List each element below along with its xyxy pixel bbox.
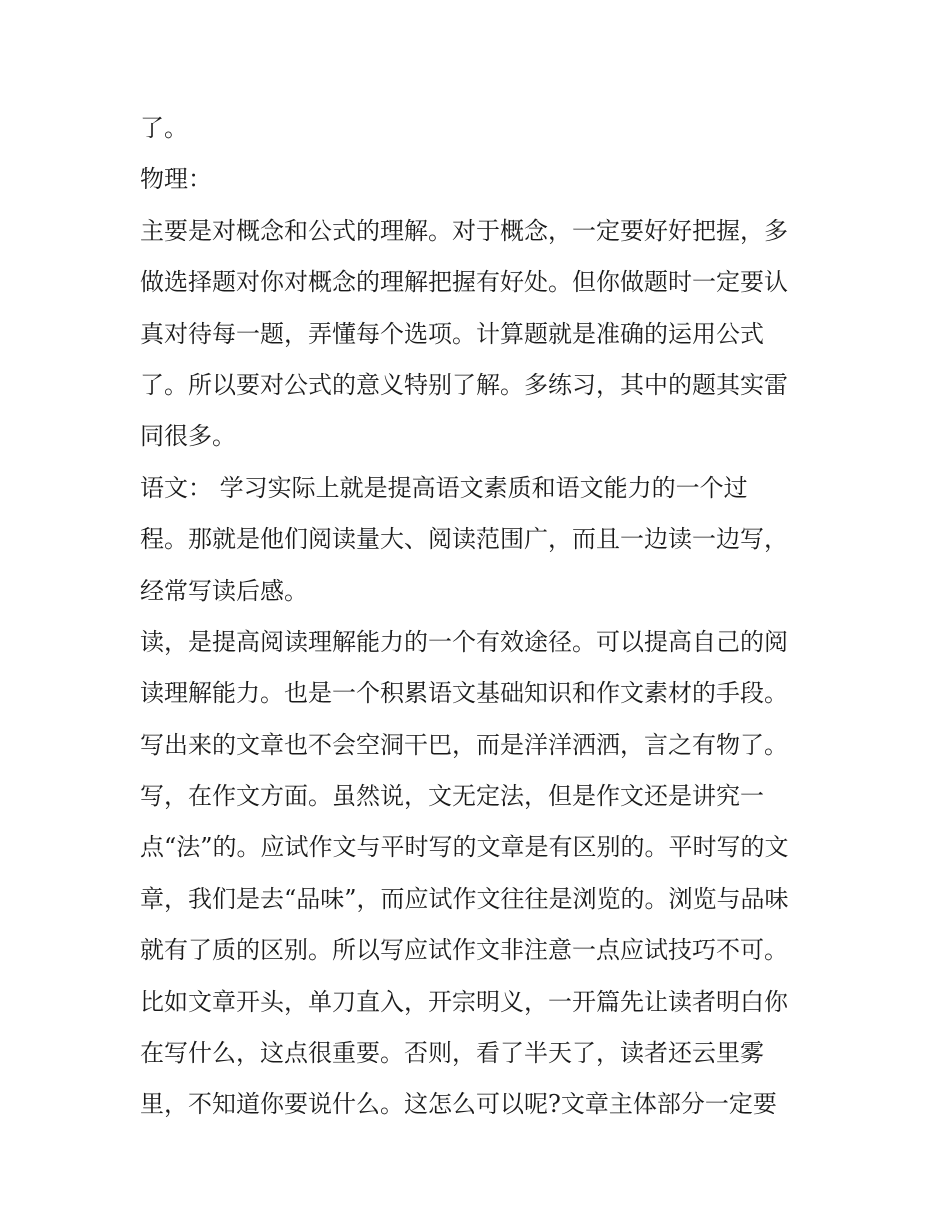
text-line: 同很多。 [140, 422, 236, 451]
text-line: 写出来的文章也不会空洞干巴，而是洋洋洒洒，言之有物了。 [140, 730, 788, 759]
text-line: 做选择题对你对概念的理解把握有好处。但你做题时一定要认 [140, 268, 788, 297]
text-line: 真对待每一题，弄懂每个选项。计算题就是准确的运用公式 [140, 319, 764, 348]
text-line: 就有了质的区别。所以写应试作文非注意一点应试技巧不可。 [140, 936, 788, 965]
text-line: 了。 [140, 114, 188, 142]
text-line: 读理解能力。也是一个积累语文基础知识和作文素材的手段。 [140, 679, 788, 708]
text-line: 里，不知道你要说什么。这怎么可以呢?文章主体部分一定要 [140, 1090, 777, 1119]
text-line: 了。所以要对公式的意义特别了解。多练习，其中的题其实雷 [140, 370, 788, 399]
text-line: 点“法”的。应试作文与平时写的文章是有区别的。平时写的文 [140, 833, 789, 862]
text-line: 章，我们是去“品味”，而应试作文往往是浏览的。浏览与品味 [140, 884, 789, 913]
text-line: 写，在作文方面。虽然说，文无定法，但是作文还是讲究一 [140, 782, 764, 811]
text-line: 在写什么，这点很重要。否则，看了半天了，读者还云里雾 [140, 1039, 764, 1068]
text-line: 读，是提高阅读理解能力的一个有效途径。可以提高自己的阅 [140, 627, 788, 656]
text-line: 经常写读后感。 [140, 576, 308, 605]
body-text [140, 103, 830, 1131]
text-line: 程。那就是他们阅读量大、阅读范围广，而且一边读一边写， [140, 525, 788, 554]
text-line: 比如文章开头，单刀直入，开宗明义，一开篇先让读者明白你 [140, 987, 788, 1016]
section-heading-physics: 物理： [140, 165, 212, 194]
text-line: 主要是对概念和公式的理解。对于概念，一定要好好把握，多 [140, 216, 788, 245]
section-heading-chinese: 语文： 学习实际上就是提高语文素质和语文能力的一个过 [140, 473, 748, 502]
